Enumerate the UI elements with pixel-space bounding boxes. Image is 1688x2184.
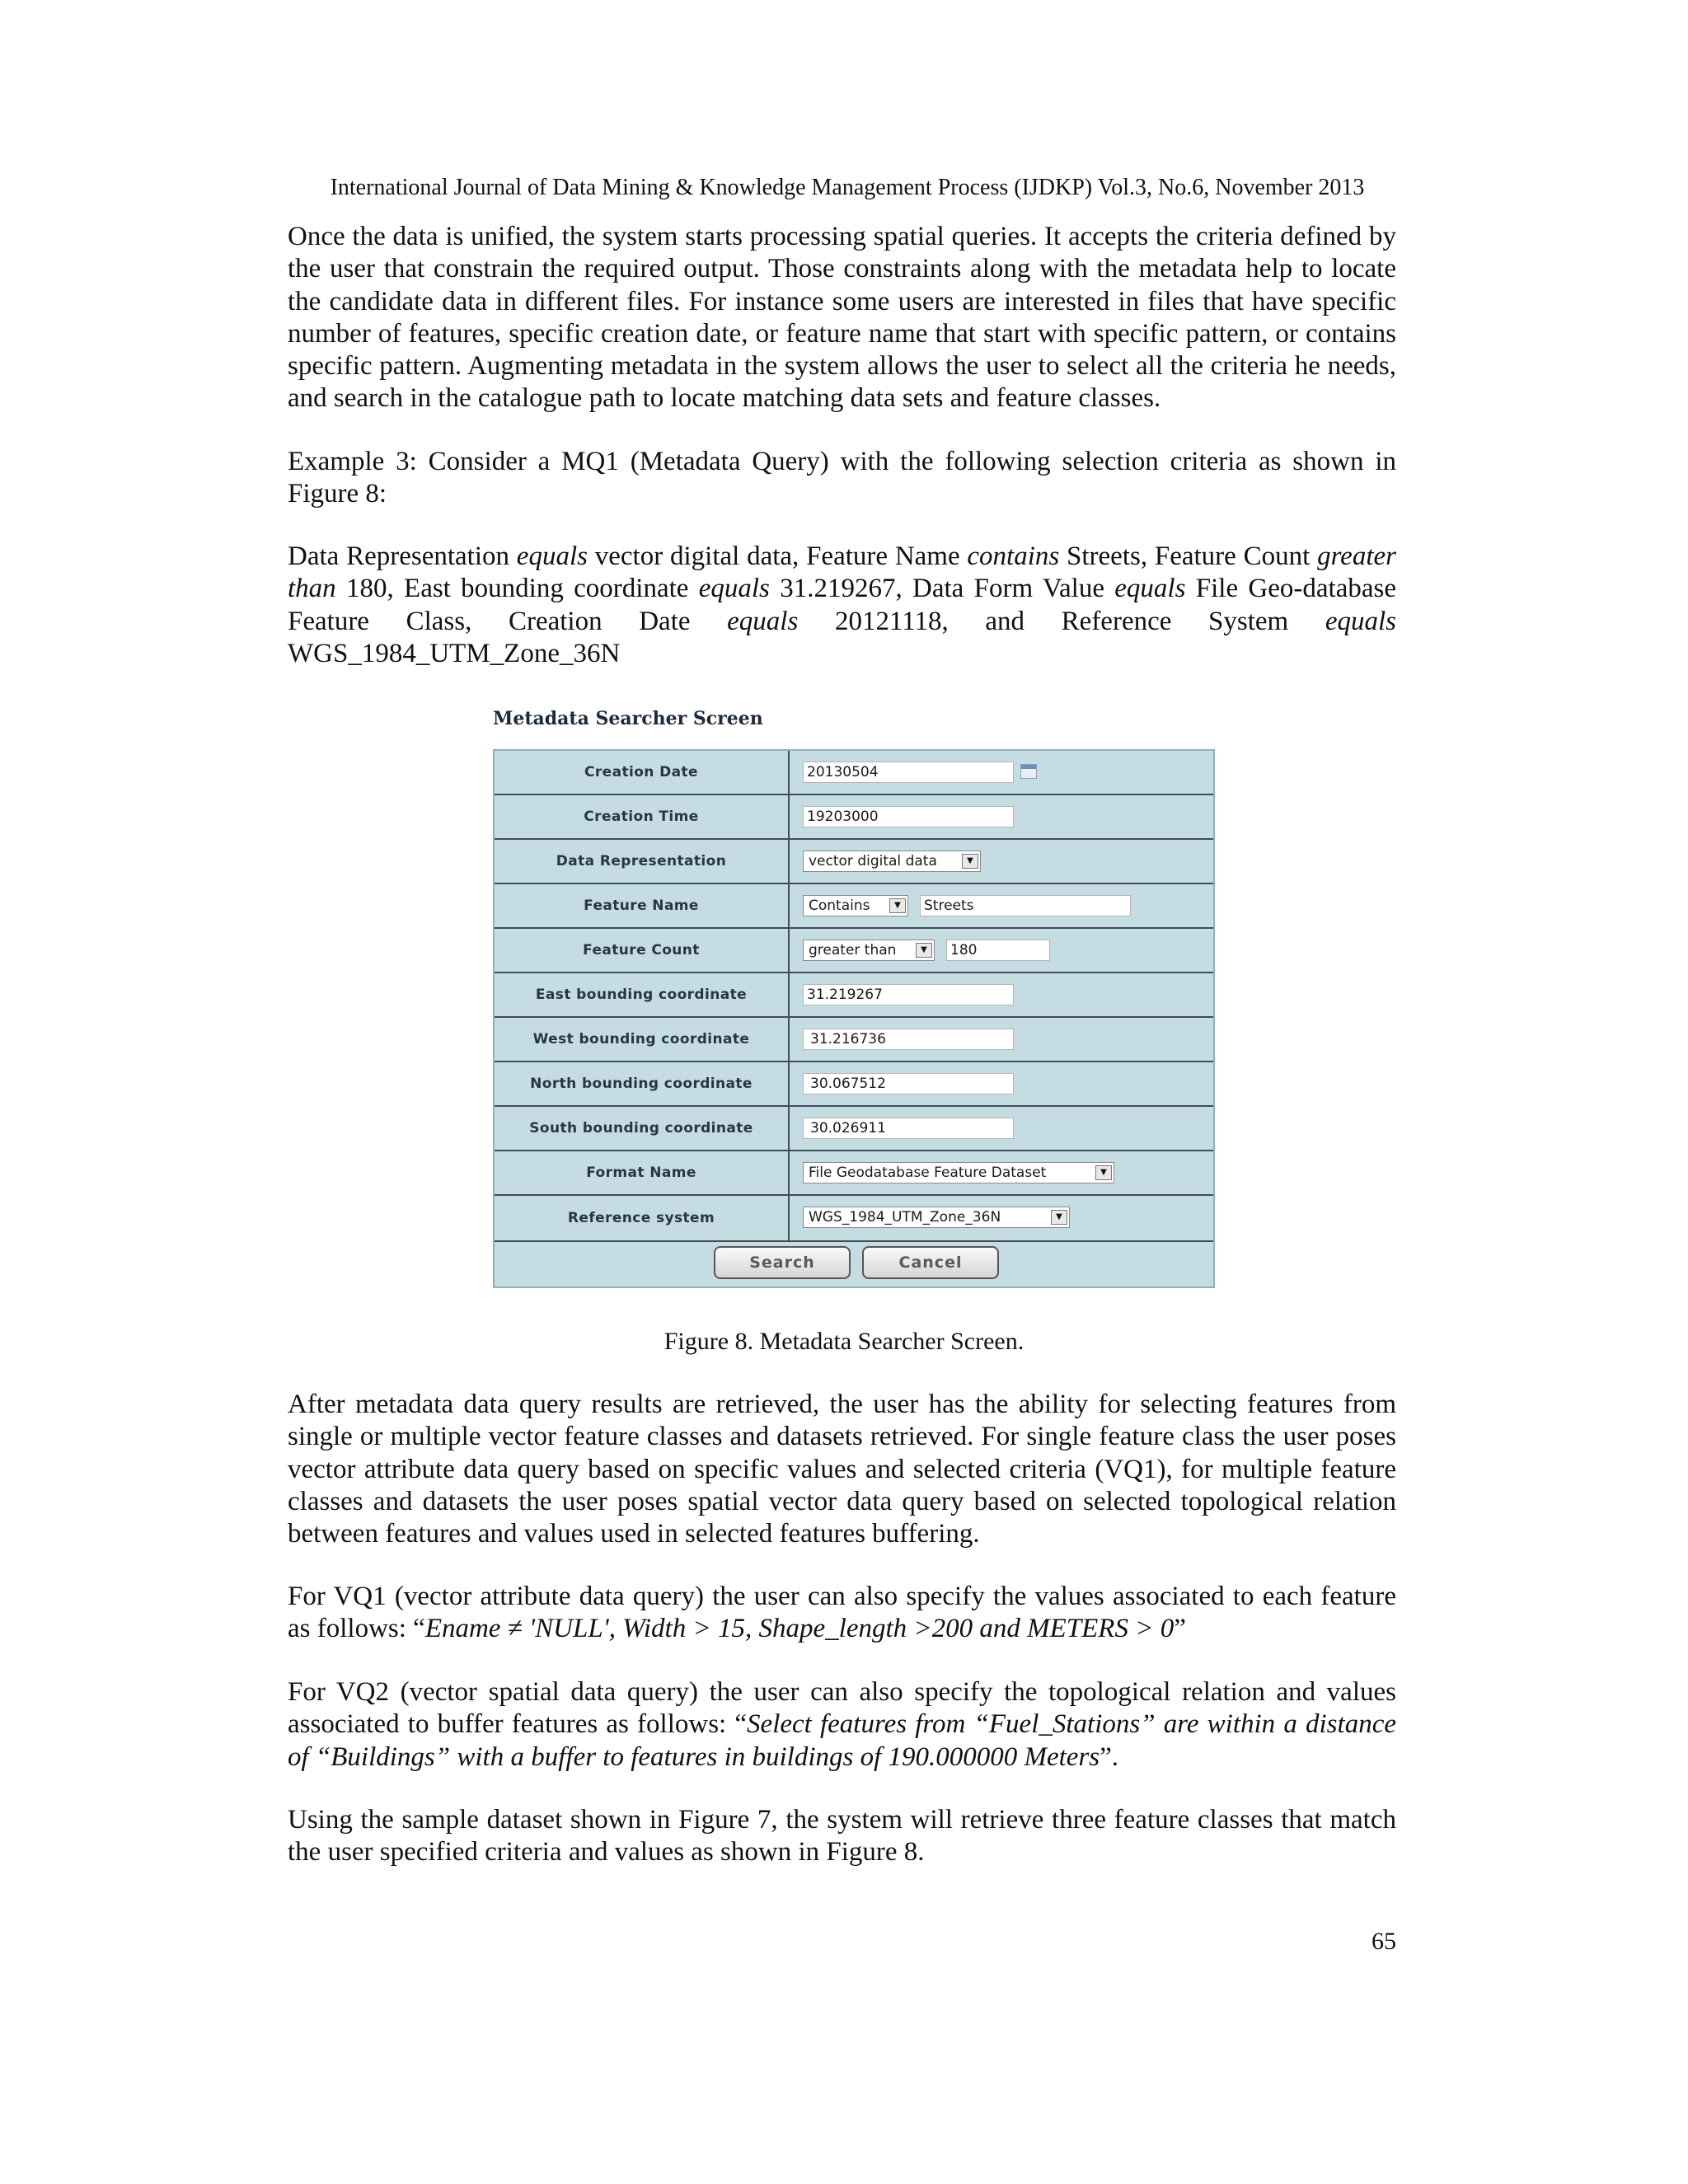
feature-count-label: Feature Count: [495, 929, 790, 972]
reference-system-label: Reference system: [495, 1196, 790, 1240]
dropdown-arrow-icon[interactable]: ▼: [962, 854, 978, 869]
east-bounding-label: East bounding coordinate: [495, 973, 790, 1016]
west-bounding-label: West bounding coordinate: [495, 1018, 790, 1061]
format-name-label: Format Name: [495, 1151, 790, 1194]
creation-time-input[interactable]: 19203000: [803, 806, 1014, 827]
feature-count-operator-select[interactable]: [803, 940, 935, 961]
form-divider: [495, 1240, 1213, 1242]
figure-title: Metadata Searcher Screen: [493, 708, 763, 729]
east-bounding-input[interactable]: 31.219267: [803, 984, 1014, 1005]
paragraph-4: After metadata data query results are retrieved, the user has the ability for selecting features from single or multiple vector feature classes and datasets retrieved. For single feature class the user poses vector attribute data query based on specific values and selected criteria (VQ1), for multiple feature classes and datasets the user poses spatial vector data query based on selected topological relation between features and values used in selected features buffering.: [288, 1390, 1396, 1549]
creation-date-input[interactable]: 20130504: [803, 762, 1014, 783]
row-creation-time: [495, 795, 1213, 840]
row-creation-date: [495, 751, 1213, 795]
paragraph-3: Data Representation equals vector digital data, Feature Name contains Streets, Feature Count greater than 180, East bounding coordinate equals 31.219267, Data Form Value equals File Geo-database Feature Class, Creation Date equals 20121118, and Reference System equals WGS_1984_UTM_Zone_36N: [288, 541, 1396, 668]
row-data-representation: [495, 840, 1213, 884]
search-button[interactable]: Search: [714, 1246, 851, 1279]
running-header: International Journal of Data Mining & Knowledge Management Process (IJDKP) Vol.3, No.6, November 2013: [330, 175, 1365, 200]
dropdown-arrow-icon[interactable]: ▼: [1051, 1210, 1067, 1225]
cancel-button[interactable]: Cancel: [862, 1246, 999, 1279]
paragraph-6: For VQ2 (vector spatial data query) the user can also specify the topological relation and values associated to buffer features as follows: “Select features from “Fuel_Stations” are within a distance of “Buildings” with a buffer to features in buildings of 190.000000 Meters”.: [288, 1677, 1396, 1772]
paragraph-5: For VQ1 (vector attribute data query) the user can also specify the values associated to each feature as follows: “Ename ≠ 'NULL', Width > 15, Shape_length >200 and METERS > 0”: [288, 1582, 1396, 1644]
paragraph-1: Once the data is unified, the system starts processing spatial queries. It accepts the criteria defined by the user that constrain the required output. Those constraints along with the metadata help to locate the candidate data in different files. For instance some users are interested in files that have specific number of features, specific creation date, or feature name that start with specific pattern, or contains specific pattern. Augmenting metadata in the system allows the user to select all the criteria he needs, and search in the catalogue path to locate matching data sets and feature classes.: [288, 222, 1396, 414]
south-bounding-label: South bounding coordinate: [495, 1107, 790, 1150]
west-bounding-input[interactable]: 31.216736: [803, 1029, 1014, 1050]
dropdown-arrow-icon[interactable]: ▼: [1095, 1165, 1112, 1180]
figure-caption: Figure 8. Metadata Searcher Screen.: [663, 1328, 1025, 1355]
paragraph-2: Example 3: Consider a MQ1 (Metadata Query) with the following selection criteria as shown in Figure 8:: [288, 447, 1396, 509]
data-representation-select[interactable]: [803, 851, 981, 872]
paragraph-7: Using the sample dataset shown in Figure 7, the system will retrieve three feature classes that match the user specified criteria and values as shown in Figure 8.: [288, 1805, 1396, 1868]
creation-time-label: Creation Time: [495, 795, 790, 838]
feature-name-operator-value: Contains: [809, 898, 870, 914]
row-south-bounding: [495, 1107, 1213, 1151]
dropdown-arrow-icon[interactable]: ▼: [889, 898, 906, 913]
calendar-icon[interactable]: [1020, 764, 1037, 779]
row-reference-system: [495, 1196, 1213, 1240]
row-west-bounding: [495, 1018, 1213, 1062]
data-representation-label: Data Representation: [495, 840, 790, 883]
data-representation-value: vector digital data: [809, 853, 937, 869]
format-name-select[interactable]: [803, 1162, 1114, 1183]
south-bounding-input[interactable]: 30.026911: [803, 1118, 1014, 1139]
feature-count-input[interactable]: 180: [946, 940, 1050, 961]
feature-name-label: Feature Name: [495, 884, 790, 927]
dropdown-arrow-icon[interactable]: ▼: [916, 943, 932, 958]
north-bounding-label: North bounding coordinate: [495, 1062, 790, 1105]
row-east-bounding: [495, 973, 1213, 1018]
reference-system-value: WGS_1984_UTM_Zone_36N: [809, 1209, 1001, 1226]
reference-system-select[interactable]: [803, 1207, 1070, 1228]
feature-count-operator-value: greater than: [809, 942, 897, 958]
north-bounding-input[interactable]: 30.067512: [803, 1073, 1014, 1094]
page-number: 65: [1372, 1928, 1396, 1955]
feature-name-operator-select[interactable]: [803, 895, 908, 916]
row-north-bounding: [495, 1062, 1213, 1107]
metadata-searcher-form: [493, 749, 1215, 1288]
creation-date-label: Creation Date: [495, 751, 790, 794]
feature-name-input[interactable]: Streets: [920, 895, 1131, 916]
row-feature-name: [495, 884, 1213, 929]
row-format-name: [495, 1151, 1213, 1196]
row-feature-count: [495, 929, 1213, 973]
format-name-value: File Geodatabase Feature Dataset: [809, 1165, 1047, 1181]
